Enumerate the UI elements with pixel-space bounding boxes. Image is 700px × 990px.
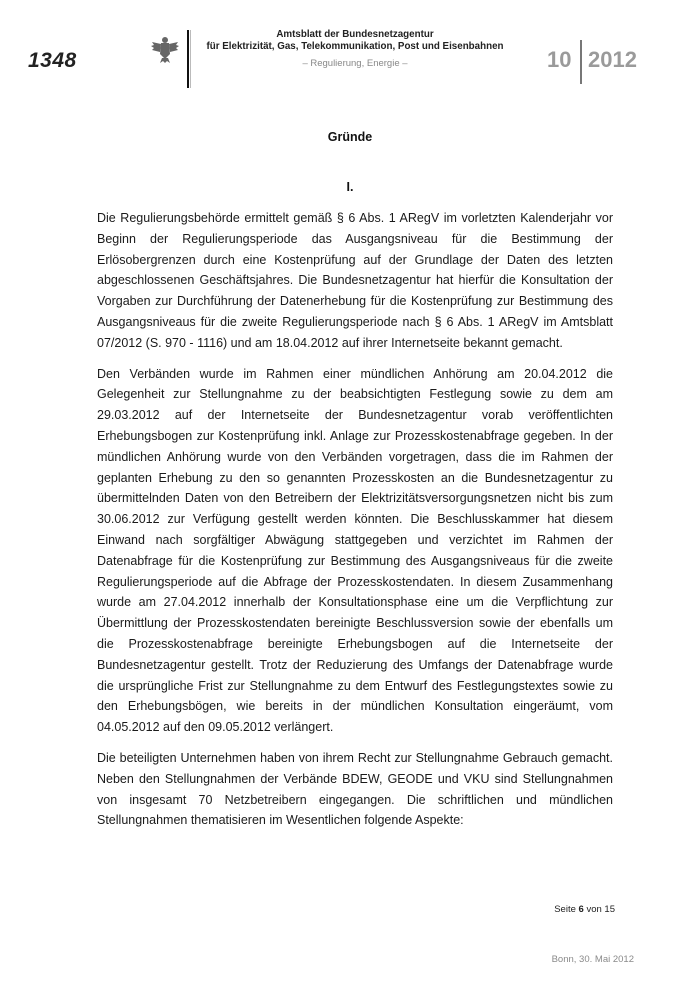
page-indicator — [554, 904, 615, 915]
publication-title-line2: für Elektrizität, Gas, Telekommunikation, Post und Eisenbahnen — [206, 41, 504, 52]
federal-eagle-icon — [150, 34, 180, 64]
publication-subtitle: – Regulierung, Energie – — [302, 58, 408, 69]
section-number: I. — [346, 180, 354, 194]
publication-title — [200, 29, 510, 53]
page-number: 1348 — [28, 49, 77, 72]
paragraph: Den Verbänden wurde im Rahmen einer mündlichen Anhörung am 20.04.2012 die Gelegenheit zur Stellungnahme zu der beabsichtigten Festlegung sowie zu dem am 29.03.2012 auf der Internetseite der Bundesnetzagentur vorab veröffentlichten Erhebungsbogen zur Kostenprüfung inkl. Anlage zur Prozesskostenabfrage gegeben. In der mündlichen Anhörung wurde von den Verbänden vorgetragen, dass die im Rahmen der geplanten Erhebung zu den so genannten Prozesskosten an die Bundesnetzagentur zu übermittelnden Daten von den Betreibern der Elektrizitätsversorgungsnetzen nicht bis zum 30.06.2012 zur Verfügung gestellt werden könnten. Die Beschlusskammer hat diesem Einwand nach sorgfältiger Abwägung stattgegeben und verzichtet im Rahmen der Datenabfrage für die Kostenprüfung zur Bestimmung des Ausgangsniveaus für die zweite Regulierungsperiode auf die Abfrage der Prozesskostendaten. In diesem Zusammenhang wurde am 27.04.2012 innerhalb der Konsultationsphase eine um die Verpflichtung zur Übermittlung der Prozesskostendaten bereinigte Beschlussversion sowie der ebenfalls um die Prozesskostenabfrage bereinigte Erhebungsbogen auf die Internetseite der Bundesnetzagentur gestellt. Trotz der Reduzierung des Umfangs der Datenabfrage wurde die ursprüngliche Frist zur Stellungnahme zu dem Entwurf des Festlegungstextes sowie zu den Erhebungsbögen, wie bereits in der mündlichen Konsultation eingeräumt, vom 04.05.2012 auf den 09.05.2012 verlängert. — [97, 366, 613, 735]
issue-number: 10 — [547, 47, 572, 72]
page-separator: von — [586, 904, 602, 915]
publication-title-line1: Amtsblatt der Bundesnetzagentur — [276, 29, 434, 40]
body-text — [97, 208, 613, 841]
page-current: 6 — [578, 904, 584, 915]
paragraph: Die Regulierungsbehörde ermittelt gemäß § 6 Abs. 1 ARegV im vorletzten Kalenderjahr vor Beginn der Regulierungsperiode das Ausgangsniveau für die Bestimmung der Erlösobergrenzen durch eine Kostenprüfung auf der Grundlage der Daten des letzten abgeschlossenen Geschäftsjahres. Die Bundesnetzagentur hat hierfür die Konsultation der Vorgaben zur Durchführung der Datenerhebung für die Kostenprüfung zur Bestimmung des Ausgangsniveaus für die zweite Regulierungsperiode nach § 6 Abs. 1 ARegV im Amtsblatt 07/2012 (S. 970 - 1116) und am 18.04.2012 auf ihrer Internetseite bekannt gemacht. — [97, 211, 613, 350]
header-divider-shadow — [190, 30, 191, 88]
page-total: 15 — [604, 904, 615, 915]
header-divider — [187, 30, 189, 88]
page-prefix: Seite — [554, 904, 576, 915]
section-heading: Gründe — [327, 130, 373, 144]
issue-divider — [580, 40, 582, 84]
paragraph: Die beteiligten Unternehmen haben von ihrem Recht zur Stellungnahme Gebrauch gemacht. Neben den Stellungnahmen der Verbände BDEW, GEODE und VKU sind Stellungnahmen von insgesamt 70 Netzbetreibern eingegangen. Die schriftlichen und mündlichen Stellungnahmen thematisieren im Wesentlichen folgende Aspekte: — [97, 750, 613, 828]
issue-year: 2012 — [588, 47, 637, 72]
publication-date: Bonn, 30. Mai 2012 — [551, 954, 634, 965]
